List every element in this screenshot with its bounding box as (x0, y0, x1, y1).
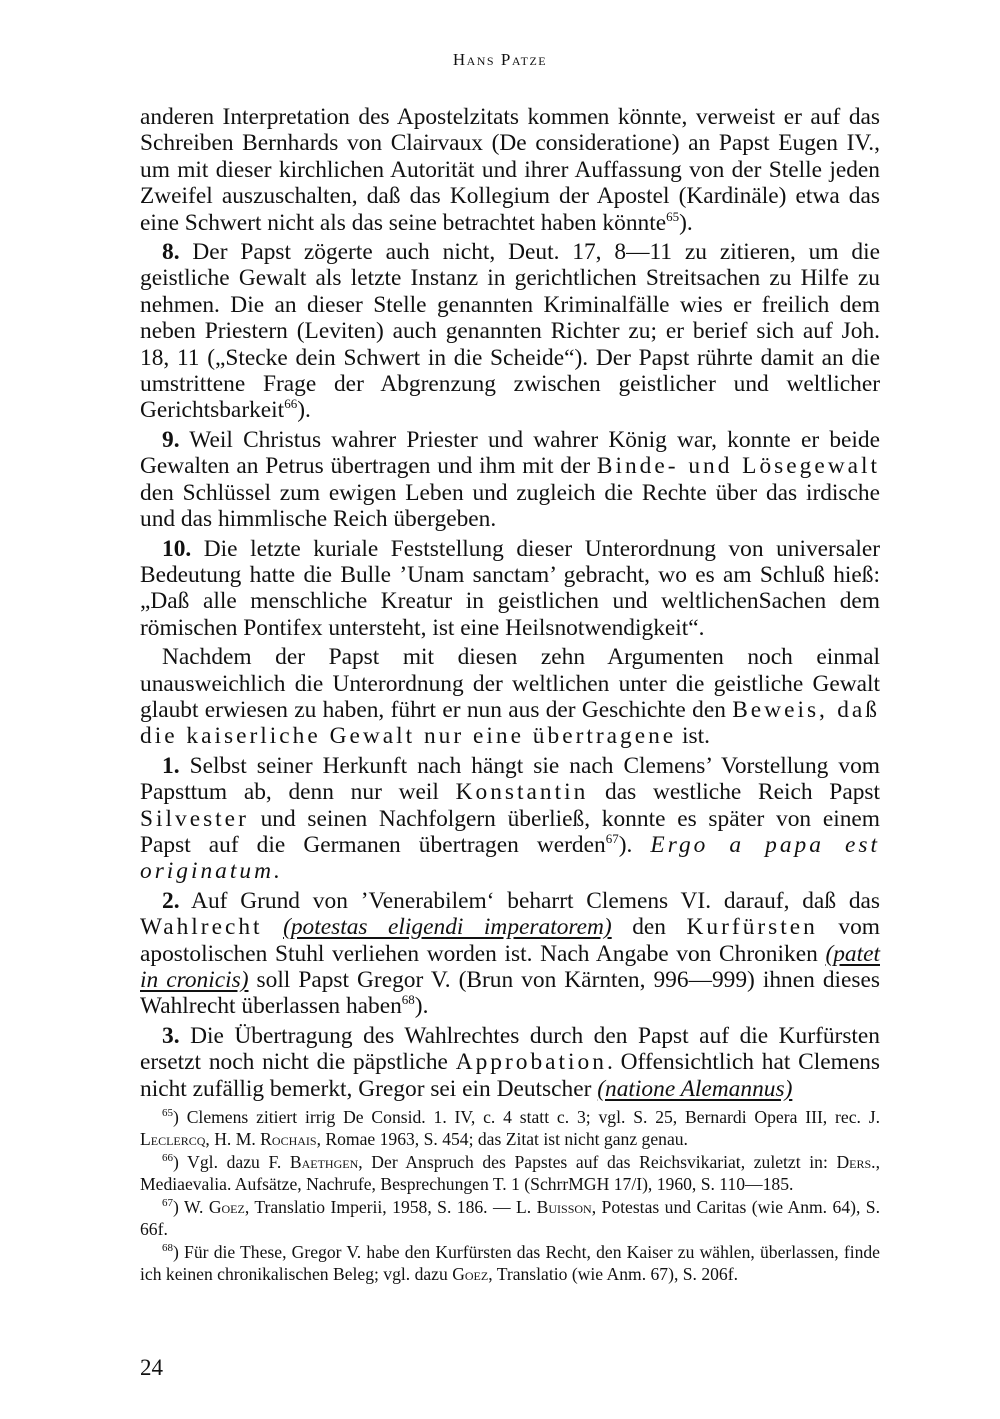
footnote-mark: 68 (162, 1242, 173, 1254)
paragraph-history-3: 3. Die Übertragung des Wahlrechtes durch den Papst auf die Kurfürsten ersetzt noch nicht die päpstliche Approbation. Offensichtlich hat Clemens nicht zufällig bemerkt, Gregor sei ein Deutscher (natione Alemannus) (140, 1022, 881, 1102)
footnote-ref-68[interactable]: 68 (401, 992, 415, 1008)
spaced-emphasis: Wahlrecht (140, 914, 263, 941)
latin-quote: Ergo a papa est originatum. (140, 831, 880, 885)
author-name: Goez (452, 1264, 489, 1284)
latin-quote: (patet in cronicis) (140, 940, 880, 993)
author-name: Goez (208, 1197, 245, 1217)
spaced-emphasis: Approbation (455, 1049, 607, 1076)
paragraph-continuation: anderen Interpretation des Apostelzitats kommen könnte, verweist er auf das Schreiben Bernhards von Clairvaux (De consideratione) an Papst Eugen IV., um mit dieser kirchlichen Autorität und ihrer Auffassung von der Stelle jeden Zweifel auszuschalten, daß das Kollegium der Apostel (Kardinäle) etwa das eine Schwert nicht als das seine betrachtet haben könnte$^{65}$). (140, 104, 880, 236)
paragraph-transition: Nachdem der Papst mit diesen zehn Argumenten noch einmal unausweichlich die Unterordnung der weltlichen unter die geistliche Gewalt glaubt erwiesen zu haben, führt er nun aus der Geschichte den Beweis, daß die kaiserliche Gewalt nur eine übertragene ist. (140, 644, 880, 750)
latin-quote: (potestas eligendi imperatorem) (283, 914, 612, 941)
argument-number: 2. (162, 887, 180, 914)
running-head: Hans Patze (452, 50, 548, 69)
paragraph-argument-10: 10. Die letzte kuriale Feststellung dieser Unterordnung von universaler Bedeutung hatte die Bulle ’Unam sanctam’ gebracht, wo es am Schluß hieß: „Daß alle menschliche Kreatur in geistlichen und weltlichenSachen dem römischen Pontifex untersteht, ist eine Heilsnotwendigkeit“. (140, 535, 880, 641)
footnote-mark: 65 (162, 1107, 173, 1119)
argument-number: 10. (162, 535, 192, 562)
paragraph-argument-8: 8. Der Papst zögerte auch nicht, Deut. 17, 8—11 zu zitieren, um die geistliche Gewalt als letzte Instanz in gerichtlichen Streitsachen zu Hilfe zu nehmen. Die an dieser Stelle genannten Kriminalfälle wies er freilich dem neben Priestern (Leviten) auch genannten Richter zu; er berief sich auf Joh. 18, 11 („Stecke dein Schwert in die Scheide“). Der Papst rührte damit an die umstrittene Frage der Abgrenzung zwischen geistlicher und weltlicher Gerichtsbarkeit$^{66}$). (140, 239, 880, 424)
footnotes (140, 1106, 880, 1285)
footnote-mark: 66 (162, 1152, 173, 1164)
author-name: Rochais (260, 1129, 317, 1149)
author-name: Leclercq (140, 1129, 206, 1149)
argument-number: 3. (162, 1022, 180, 1049)
spaced-emphasis: Konstantin (455, 779, 589, 806)
spaced-emphasis: Silvester (140, 805, 249, 832)
page-number: 24 (140, 1355, 163, 1380)
paragraph-history-1: 1. Selbst seiner Herkunft nach hängt sie nach Clemens’ Vorstellung vom Papsttum ab, denn nur weil Konstantin das westliche Reich Papst Silvester und seinen Nachfolgern überließ, konnte es später von einem Papst auf die Germanen übertragen werden$^{67}$). Ergo a papa est originatum. (140, 752, 880, 885)
main-text (140, 104, 880, 1102)
footnote-65: $^{65}$) Clemens zitiert irrig De Consid. 1. IV, c. 4 statt c. 3; vgl. S. 25, Bernardi Opera III, rec. J. Leclercq, H. M. Rochais, Romae 1963, S. 454; das Zitat ist nicht ganz genau. (140, 1107, 880, 1149)
argument-number: 9. (162, 426, 180, 453)
argument-number: 8. (162, 239, 180, 266)
spaced-emphasis: Binde- und Lösegewalt (596, 453, 880, 480)
footnote-66: $^{66}$) Vgl. dazu F. Baethgen, Der Anspruch des Papstes auf das Reichsvikariat, zuletzt in: Ders., Mediaevalia. Aufsätze, Nachrufe, Besprechungen T. 1 (SchrrMGH 17/I), 1960, S. 110—185. (140, 1152, 880, 1194)
footnote-ref-67[interactable]: 67 (605, 830, 619, 846)
footnote-ref-66[interactable]: 66 (284, 396, 298, 412)
argument-number: 1. (162, 752, 180, 779)
paragraph-argument-9: 9. Weil Christus wahrer Priester und wahrer König war, konnte er beide Gewalten an Petrus übertragen und ihm mit der Binde- und Lösegewalt den Schlüssel zum ewigen Leben und zugleich die Rechte über das irdische und das himmlische Reich übergeben. (140, 426, 880, 533)
author-name: Ders. (836, 1152, 876, 1172)
footnote-mark: 67 (162, 1197, 173, 1209)
footnote-68: $^{68}$) Für die These, Gregor V. habe den Kurfürsten das Recht, den Kaiser zu wählen, überlassen, finde ich keinen chronikalischen Beleg; vgl. dazu Goez, Translatio (wie Anm. 67), S. 206f. (140, 1242, 880, 1284)
author-name: Baethgen (289, 1152, 359, 1172)
spaced-emphasis: Kurfürsten (686, 914, 818, 941)
author-name: Buisson (536, 1197, 592, 1217)
latin-quote: (natione Alemannus) (597, 1075, 793, 1102)
footnote-ref-65[interactable]: 65 (666, 208, 680, 224)
spaced-emphasis: Beweis, daß die kaiserliche Gewalt nur eine übertragene (140, 696, 880, 750)
paragraph-history-2: 2. Auf Grund von ’Venerabilem‘ beharrt Clemens VI. darauf, daß das Wahlrecht (potestas eligendi imperatorem) den Kurfürsten vom apostolischen Stuhl verliehen worden ist. Nach Angabe von Chroniken (patet in cronicis) soll Papst Gregor V. (Brun von Kärnten, 996—999) ihnen dieses Wahlrecht überlassen haben$^{68}$). (140, 887, 880, 1020)
footnote-67: $^{67}$) W. Goez, Translatio Imperii, 1958, S. 186. — L. Buisson, Potestas und Caritas (wie Anm. 64), S. 66f. (140, 1197, 880, 1239)
